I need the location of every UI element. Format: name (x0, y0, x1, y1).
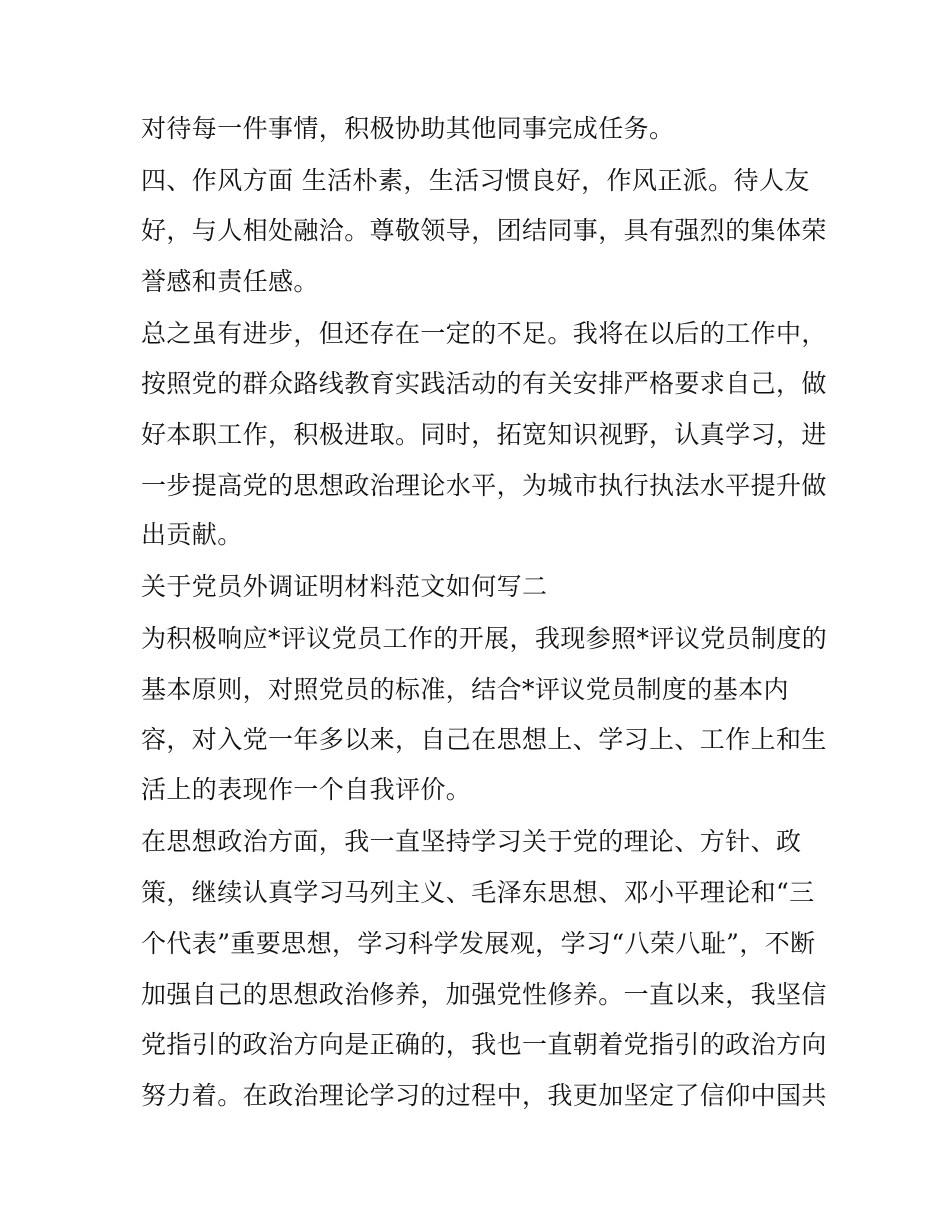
text-line-11: 为积极响应*评议党员工作的开展，我现参照*评议党员制度的 (141, 624, 828, 653)
text-line-5: 总之虽有进步，但还存在一定的不足。我将在以后的工作中， (141, 319, 827, 348)
text-line-8: 一步提高党的思想政治理论水平，为城市执行执法水平提升做 (141, 471, 827, 500)
section-heading: 关于党员外调证明材料范文如何写二 (141, 572, 548, 601)
text-line-19: 党指引的政治方向是正确的，我也一直朝着党指引的政治方向 (141, 1030, 827, 1059)
text-line-2: 四、作风方面 生活朴素，生活习惯良好，作风正派。待人友 (141, 166, 810, 195)
text-line-12: 基本原则，对照党员的标准，结合*评议党员制度的基本内 (141, 675, 789, 704)
text-line-15: 在思想政治方面，我一直坚持学习关于党的理论、方针、政 (141, 827, 802, 856)
text-line-18: 加强自己的思想政治修养，加强党性修养。一直以来，我坚信 (141, 980, 827, 1009)
text-line-3: 好，与人相处融洽。尊敬领导，团结同事，具有强烈的集体荣 (141, 216, 827, 245)
text-line-13: 容，对入党一年多以来，自己在思想上、学习上、工作上和生 (141, 725, 827, 754)
text-line-6: 按照党的群众路线教育实践活动的有关安排严格要求自己，做 (141, 369, 827, 398)
text-line-7: 好本职工作，积极进取。同时，拓宽知识视野，认真学习，进 (141, 420, 827, 449)
text-line-20: 努力着。在政治理论学习的过程中，我更加坚定了信仰中国共 (141, 1081, 827, 1110)
text-line-9: 出贡献。 (141, 520, 243, 549)
text-line-4: 誉感和责任感。 (141, 267, 319, 296)
text-line-1: 对待每一件事情，积极协助其他同事完成任务。 (141, 114, 675, 143)
text-line-17: 个代表”重要思想，学习科学发展观，学习“八荣八耻”，不断 (141, 929, 816, 958)
text-line-14: 活上的表现作一个自我评价。 (141, 775, 472, 804)
text-line-16: 策，继续认真学习马列主义、毛泽东思想、邓小平理论和“三 (141, 878, 815, 907)
